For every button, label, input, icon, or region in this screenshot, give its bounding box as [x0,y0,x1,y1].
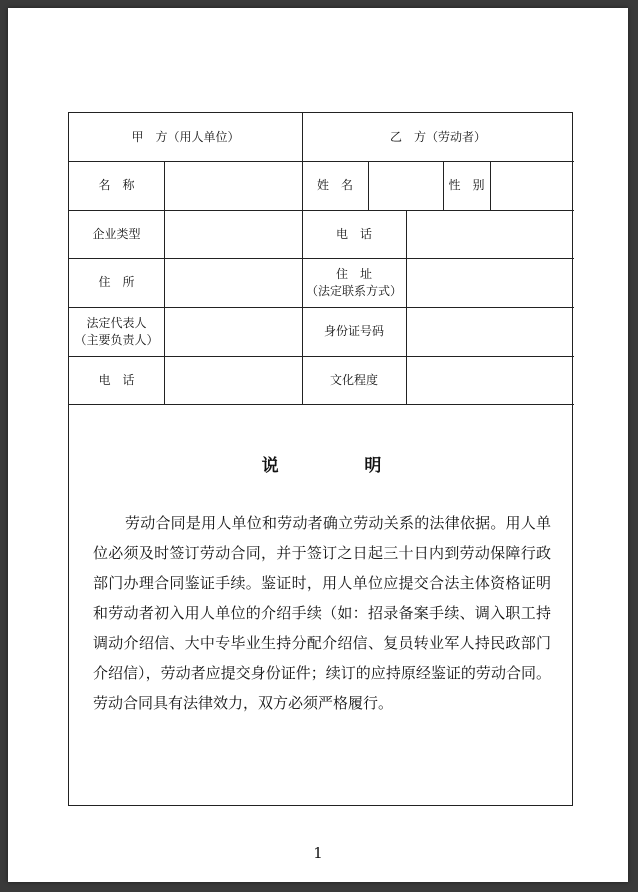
page-number: 1 [313,844,323,862]
education-label: 文化程度 [329,372,378,387]
employer-name-field[interactable] [164,161,302,210]
worker-phone-label: 电 话 [335,226,372,241]
party-a-header: 甲 方（用人单位） [131,129,240,144]
worker-address-label [302,258,406,307]
id-number-label: 身份证号码 [323,324,384,338]
notes-title [69,451,574,476]
worker-address-note: （法定联系方式） [305,283,402,298]
gender-field[interactable] [490,161,574,210]
notes-title-right: 明 [364,456,382,476]
employer-address-field[interactable] [164,258,302,307]
worker-address-field[interactable] [406,258,574,307]
enterprise-type-label: 企业类型 [92,226,141,241]
employer-phone-label: 电 话 [98,372,135,387]
id-number-field[interactable] [406,307,574,356]
legal-rep-note: （主要负责人） [74,332,159,347]
gender-label: 性 别 [448,178,485,192]
legal-rep-field[interactable] [164,307,302,356]
legal-rep-label [69,307,164,356]
document-page [8,8,628,882]
employer-name-label: 名 称 [98,178,135,192]
education-field[interactable] [406,356,574,404]
notes-title-left: 说 [261,456,279,476]
worker-name-field[interactable] [368,161,443,210]
contract-form-table [68,112,573,806]
legal-rep-text: 法定代表人 [86,315,147,330]
enterprise-type-field[interactable] [164,210,302,258]
worker-name-label: 姓 名 [316,178,353,192]
employer-phone-field[interactable] [164,356,302,404]
employer-address-label: 住 所 [98,275,135,289]
worker-address-text: 住 址 [335,266,372,281]
party-b-header: 乙 方（劳动者） [389,129,486,144]
notes-paragraph: 劳动合同是用人单位和劳动者确立劳动关系的法律依据。用人单位必须及时签订劳动合同，并于签订之日起三十日内到劳动保障行政部门办理合同鉴证手续。鉴证时，用人单位应提交合法主体资格证明和劳动者初入用人单位的介绍手续（如：招录备案手续、调入职工持调动介绍信、大中专毕业生持分配介绍信、复员转业军人持民政部门介绍信），劳动者应提交身份证件；续订的应持原经鉴证的劳动合同。劳动合同具有法律效力，双方必须严格履行。 [93,514,551,712]
worker-phone-field[interactable] [406,210,574,258]
